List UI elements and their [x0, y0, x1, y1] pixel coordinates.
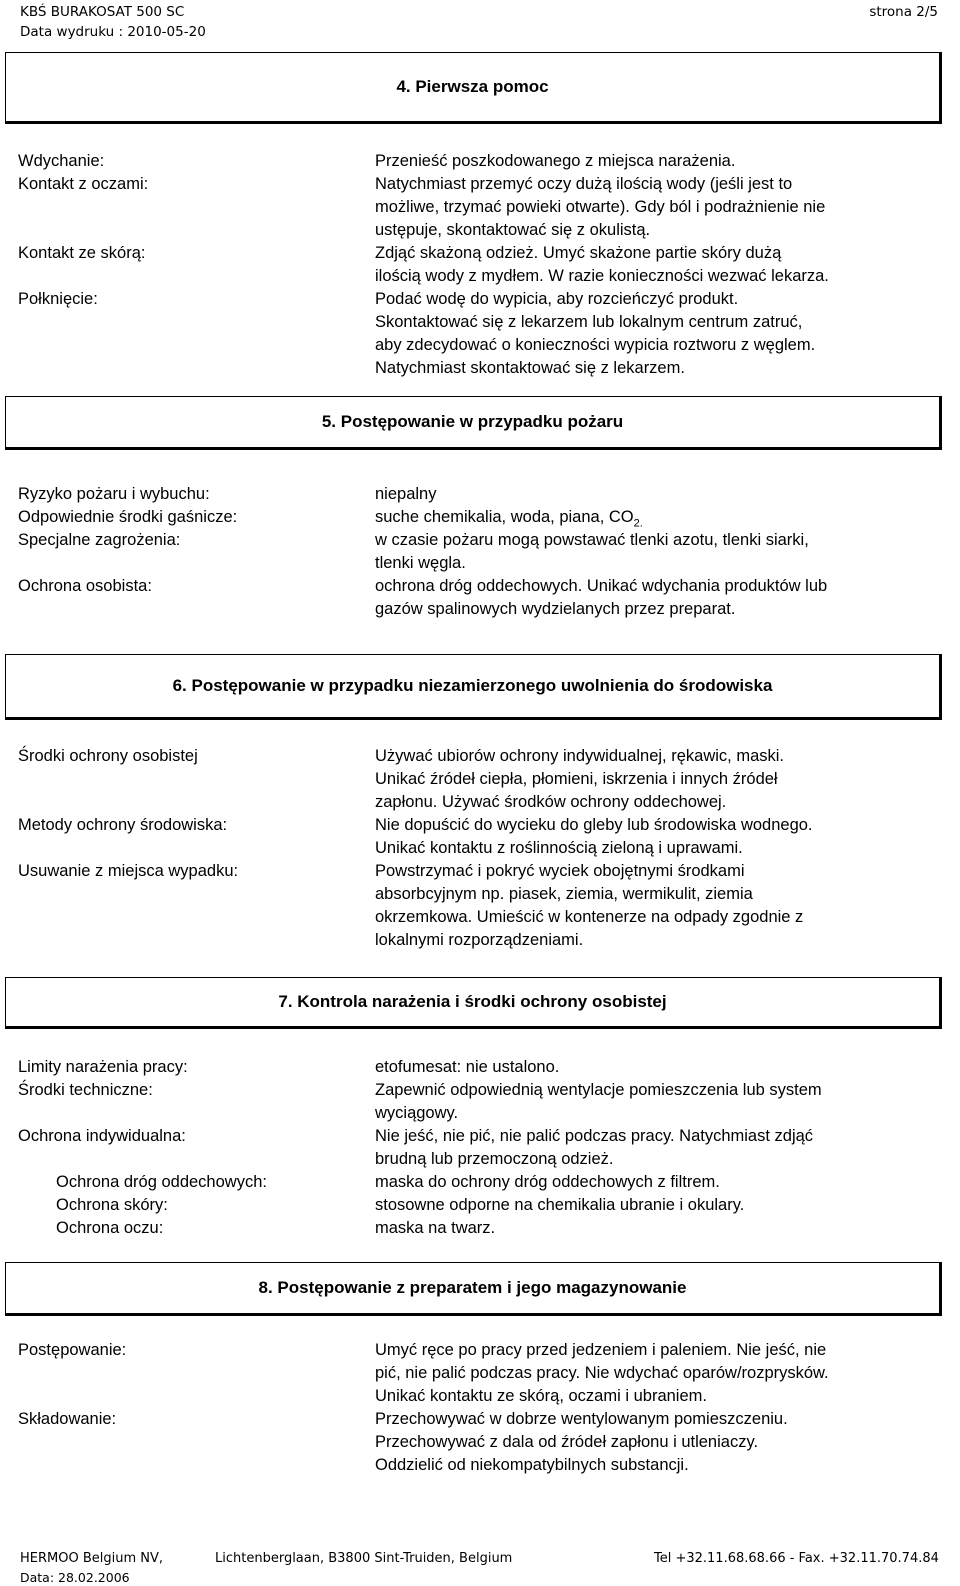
handling-row	[18, 1339, 938, 1408]
exposure-row-eyes	[18, 1217, 938, 1240]
row-value: niepalny	[375, 485, 437, 503]
exposure-row-respiratory	[18, 1171, 938, 1194]
footer-date: Data: 28.02.2006	[20, 1570, 130, 1585]
row-label: Kontakt ze skórą:	[18, 244, 146, 262]
row-label: Środki ochrony osobistej	[18, 747, 198, 765]
exposure-row-limits	[18, 1056, 938, 1079]
first-aid-row-ingestion	[18, 288, 938, 380]
row-label: Odpowiednie środki gaśnicze:	[18, 508, 238, 526]
footer-contact: Tel +32.11.68.68.66 - Fax. +32.11.70.74.84	[654, 1551, 939, 1566]
row-value: Nie dopuścić do wycieku do gleby lub środowiska wodnego. Unikać kontaktu z roślinnością zieloną i uprawami.	[375, 816, 813, 857]
row-label: Ochrona skóry:	[56, 1196, 168, 1214]
row-value: Zdjąć skażoną odzież. Umyć skażone partie skóry dużą ilością wody z mydłem. W razie konieczności wezwać lekarza.	[375, 244, 829, 285]
row-value: Podać wodę do wypicia, aby rozcieńczyć produkt. Skontaktować się z lekarzem lub lokalnym centrum zatruć, aby zdecydować o konieczności wypicia roztworu z węglem. Natychmiast skontaktować się z lekarzem.	[375, 290, 816, 377]
row-value: ochrona dróg oddechowych. Unikać wdychania produktów lub gazów spalinowych wydzielanych przez preparat.	[375, 577, 828, 618]
row-label: Postępowanie:	[18, 1341, 127, 1359]
row-value: Nie jeść, nie pić, nie palić podczas pracy. Natychmiast zdjąć brudną lub przemoczoną odzież.	[375, 1127, 814, 1168]
section-4-body	[18, 150, 938, 380]
row-label: Ochrona indywidualna:	[18, 1127, 186, 1145]
row-label: Składowanie:	[18, 1410, 117, 1428]
fire-row-risk	[18, 483, 938, 506]
row-label: Ochrona osobista:	[18, 577, 152, 595]
first-aid-row-inhalation	[18, 150, 938, 173]
first-aid-row-skin	[18, 242, 938, 288]
storage-row	[18, 1408, 938, 1477]
print-date: Data wydruku : 2010-05-20	[20, 24, 206, 40]
row-value: stosowne odporne na chemikalia ubranie i okulary.	[375, 1196, 745, 1214]
section-6-body	[18, 745, 938, 952]
row-value: etofumesat: nie ustalono.	[375, 1058, 560, 1076]
exposure-row-skin	[18, 1194, 938, 1217]
exposure-row-individual	[18, 1125, 938, 1171]
page-number: strona 2/5	[869, 4, 938, 20]
section-5-title: 5. Postępowanie w przypadku pożaru	[5, 396, 942, 450]
row-label: Metody ochrony środowiska:	[18, 816, 228, 834]
footer-company: HERMOO Belgium NV,	[20, 1551, 164, 1566]
row-label: Ochrona dróg oddechowych:	[56, 1173, 267, 1191]
row-label: Środki techniczne:	[18, 1081, 153, 1099]
row-value: Umyć ręce po pracy przed jedzeniem i paleniem. Nie jeść, nie pić, nie palić podczas pracy. Nie wdychać oparów/rozprysków. Unikać kontaktu ze skórą, oczami i ubraniem.	[375, 1341, 829, 1405]
row-value: Zapewnić odpowiednią wentylacje pomieszczenia lub system wyciągowy.	[375, 1081, 822, 1122]
release-row-personal	[18, 745, 938, 814]
row-value: Przechowywać w dobrze wentylowanym pomieszczeniu. Przechowywać z dala od źródeł zapłonu i utleniaczy. Oddzielić od niekompatybilnych substancji.	[375, 1410, 788, 1474]
section-8-body	[18, 1339, 938, 1477]
section-6-title: 6. Postępowanie w przypadku niezamierzonego uwolnienia do środowiska	[5, 654, 942, 720]
product-name: KBŚ BURAKOSAT 500 SC	[20, 4, 185, 20]
row-label: Wdychanie:	[18, 152, 105, 170]
first-aid-row-eyes	[18, 173, 938, 242]
section-7-title: 7. Kontrola narażenia i środki ochrony osobistej	[5, 977, 942, 1029]
row-label: Limity narażenia pracy:	[18, 1058, 188, 1076]
release-row-cleanup	[18, 860, 938, 952]
row-value: Używać ubiorów ochrony indywidualnej, rękawic, maski. Unikać źródeł ciepła, płomieni, iskrzenia i innych źródeł zapłonu. Używać środków ochrony oddechowej.	[375, 747, 784, 811]
row-label: Połknięcie:	[18, 290, 98, 308]
row-value: suche chemikalia, woda, piana, $CO_{2.}$	[375, 508, 643, 530]
row-label: Ochrona oczu:	[56, 1219, 164, 1237]
fire-row-protection	[18, 575, 938, 621]
row-value: w czasie pożaru mogą powstawać tlenki azotu, tlenki siarki, tlenki węgla.	[375, 531, 809, 572]
row-label: Kontakt z oczami:	[18, 175, 149, 193]
section-4-title: 4. Pierwsza pomoc	[5, 52, 942, 124]
row-label: Specjalne zagrożenia:	[18, 531, 181, 549]
row-label: Usuwanie z miejsca wypadku:	[18, 862, 239, 880]
section-5-body	[18, 483, 938, 621]
footer-address: Lichtenberglaan, B3800 Sint-Truiden, Belgium	[215, 1551, 513, 1566]
row-value: Natychmiast przemyć oczy dużą ilością wody (jeśli jest to możliwe, trzymać powieki otwarte). Gdy ból i podrażnienie nie ustępuje, skontaktować się z okulistą.	[375, 175, 826, 239]
row-value: Powstrzymać i pokryć wyciek obojętnymi środkami absorbcyjnym np. piasek, ziemia, wermikulit, ziemia okrzemkowa. Umieścić w kontenerze na odpady zgodnie z lokalnymi rozporządzeniami.	[375, 862, 804, 949]
fire-row-extinguishing	[18, 506, 938, 529]
row-value: maska do ochrony dróg oddechowych z filtrem.	[375, 1173, 720, 1191]
release-row-environment	[18, 814, 938, 860]
fire-row-hazards	[18, 529, 938, 575]
section-8-title: 8. Postępowanie z preparatem i jego magazynowanie	[5, 1262, 942, 1316]
row-value: Przenieść poszkodowanego z miejsca narażenia.	[375, 152, 736, 170]
exposure-row-technical	[18, 1079, 938, 1125]
section-7-body	[18, 1056, 938, 1240]
row-label: Ryzyko pożaru i wybuchu:	[18, 485, 210, 503]
row-value: maska na twarz.	[375, 1219, 496, 1237]
